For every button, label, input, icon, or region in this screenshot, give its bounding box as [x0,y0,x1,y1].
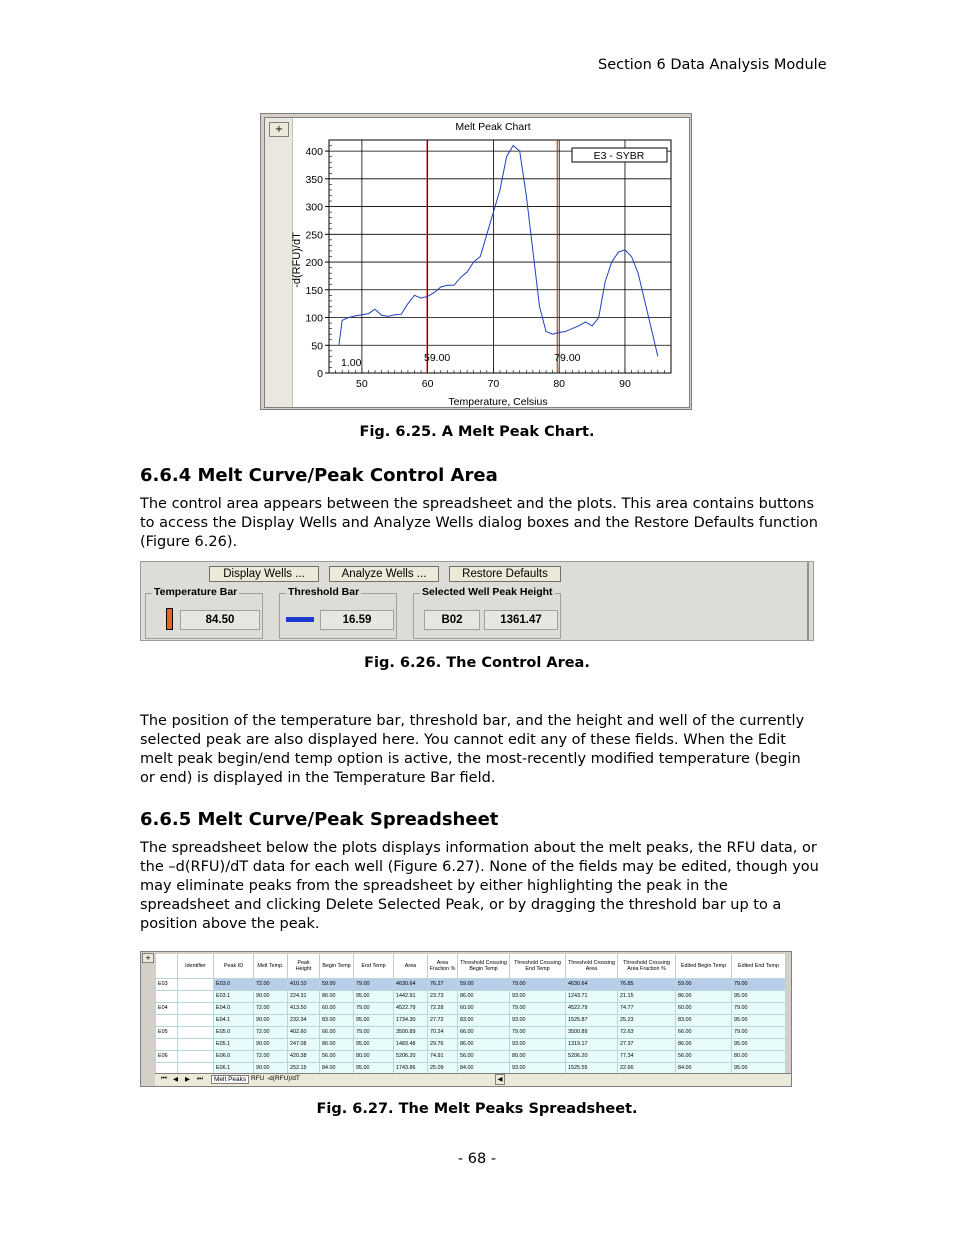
table-cell[interactable]: 95.00 [354,1062,394,1074]
table-cell[interactable]: 5206.20 [566,1050,618,1062]
table-cell[interactable]: 95.00 [732,990,786,1002]
table-cell[interactable]: 56.00 [676,1050,732,1062]
table-cell[interactable]: E05.1 [214,1038,254,1050]
table-cell[interactable]: E03.1 [214,990,254,1002]
table-cell[interactable]: 93.00 [510,1062,566,1074]
melt-peaks-spreadsheet [140,951,792,1087]
threshold-bar-title: Threshold Bar [288,586,360,598]
table-cell[interactable]: 413.50 [288,1002,320,1014]
table-cell[interactable]: 59.00 [676,978,732,990]
table-cell[interactable]: 70.24 [428,1026,458,1038]
table-cell[interactable]: 79.00 [510,1002,566,1014]
well-label[interactable] [156,990,178,1002]
selected-well-title: Selected Well Peak Height [422,586,553,598]
table-cell[interactable]: 86.00 [320,1038,354,1050]
table-cell[interactable]: 232.34 [288,1014,320,1026]
table-cell[interactable]: 402.60 [288,1026,320,1038]
table-cell[interactable]: 21.15 [618,990,676,1002]
table-cell[interactable]: 72.63 [618,1026,676,1038]
table-cell[interactable]: 22.66 [618,1062,676,1074]
table-cell[interactable]: 86.00 [458,990,510,1002]
well-label[interactable]: E03 [156,978,178,990]
table-cell[interactable]: 29.76 [428,1038,458,1050]
table-cell[interactable]: E04.1 [214,1014,254,1026]
column-header[interactable]: Melt Temp. [254,954,288,978]
table-cell[interactable]: 247.08 [288,1038,320,1050]
table-cell[interactable]: 72.00 [254,1002,288,1014]
y-tick-label: 200 [305,257,323,270]
tab-rfu[interactable]: RFU [251,1075,265,1082]
table-cell[interactable]: 1442.91 [394,990,428,1002]
table-cell[interactable]: 23.73 [428,990,458,1002]
column-header[interactable]: Identifier [178,954,214,978]
table-cell[interactable]: 1483.48 [394,1038,428,1050]
table-cell[interactable]: 252.15 [288,1062,320,1074]
table-cell[interactable] [178,990,214,1002]
threshold-bar-group [279,586,397,639]
table-cell[interactable]: 1243.71 [566,990,618,1002]
table-cell[interactable] [178,978,214,990]
table-cell[interactable]: 83.00 [320,1014,354,1026]
table-cell[interactable]: 72.00 [254,1026,288,1038]
table-cell[interactable]: 66.00 [676,1026,732,1038]
table-cell[interactable]: 79.00 [510,1026,566,1038]
legend-label: E3 - SYBR [593,150,645,162]
table-cell[interactable]: 72.00 [254,1050,288,1062]
y-tick-label: 400 [305,146,323,159]
spreadsheet-table [155,954,786,1075]
table-cell[interactable]: 76.85 [618,978,676,990]
table-row[interactable] [156,990,786,1002]
table-cell[interactable]: 95.00 [732,1062,786,1074]
table-cell[interactable]: 93.00 [510,990,566,1002]
column-header[interactable]: Edited End Temp [732,954,786,978]
table-cell[interactable]: 72.00 [254,978,288,990]
x-tick-label: 60 [421,378,434,390]
table-cell[interactable]: 4630.64 [394,978,428,990]
expand-button[interactable]: + [142,953,154,963]
y-tick-label: 250 [305,229,323,242]
table-row[interactable] [156,1002,786,1014]
table-cell[interactable]: 4522.79 [566,1002,618,1014]
table-row[interactable] [156,1050,786,1062]
x-tick-label: 80 [553,378,566,390]
well-label[interactable]: E06 [156,1050,178,1062]
selected-well-id: B02 [424,610,480,630]
table-cell[interactable]: 1319.17 [566,1038,618,1050]
temperature-bar-title: Temperature Bar [154,586,238,598]
melt-peak-chart [265,118,691,409]
heading-6-6-4: 6.6.4 Melt Curve/Peak Control Area [140,465,498,486]
table-cell[interactable]: 80.00 [732,1050,786,1062]
column-header[interactable]: Area Fraction % [428,954,458,978]
y-tick-label: 0 [317,368,323,380]
column-header[interactable]: Threshold Crossing End Temp [510,954,566,978]
plot-area [329,140,671,373]
header-row [156,954,786,978]
heading-6-6-5: 6.6.5 Melt Curve/Peak Spreadsheet [140,809,499,830]
column-header[interactable]: Peak ID [214,954,254,978]
table-cell[interactable]: E04.0 [214,1002,254,1014]
table-cell[interactable]: 4630.64 [566,978,618,990]
threshold-bar-value: 16.59 [320,610,394,630]
table-cell[interactable]: 59.00 [320,978,354,990]
table-cell[interactable]: 27.37 [618,1038,676,1050]
y-tick-label: 50 [311,340,323,353]
temperature-bar-value: 84.50 [180,610,260,630]
table-cell[interactable]: 95.00 [354,990,394,1002]
table-cell[interactable]: 95.00 [732,1014,786,1026]
table-cell[interactable]: 60.00 [676,1002,732,1014]
table-cell[interactable]: 60.00 [320,1002,354,1014]
table-cell[interactable]: 90.00 [254,990,288,1002]
table-cell[interactable]: 86.00 [676,1038,732,1050]
table-cell[interactable]: 66.00 [320,1026,354,1038]
temperature-bar-swatch [166,608,173,630]
table-cell[interactable]: E03.0 [214,978,254,990]
x-tick-label: 70 [487,378,500,390]
column-header[interactable]: Peak Height [288,954,320,978]
paragraph-bar-positions: The position of the temperature bar, threshold bar, and the height and well of the currently selected peak are also displayed here. You cannot edit any of these fields. When the Edit melt peak begin/end temp option is active, the most-recently modified temperature (begin or end) is displayed in the Temperature Bar field. [140,713,805,786]
table-cell[interactable]: 95.00 [354,1014,394,1026]
table-cell[interactable]: 79.00 [732,1002,786,1014]
chart-panel [264,117,690,408]
well-label[interactable] [156,1014,178,1026]
table-cell[interactable]: 1525.55 [566,1062,618,1074]
restore-defaults-button[interactable]: Restore Defaults [449,566,561,582]
table-cell[interactable] [178,1050,214,1062]
sheet-tab-bar [155,1073,791,1086]
table-cell[interactable] [178,1014,214,1026]
table-cell[interactable]: 93.00 [510,1038,566,1050]
table-cell[interactable]: 27.72 [428,1014,458,1026]
page-number: - 68 - [457,1151,497,1167]
figure-caption-6-26: Fig. 6.26. The Control Area. [364,655,590,671]
chart-title: Melt Peak Chart [455,121,531,133]
y-tick-label: 300 [305,201,323,214]
table-cell[interactable]: 83.00 [676,1014,732,1026]
table-cell[interactable]: 3500.89 [566,1026,618,1038]
column-header[interactable]: Threshold Crossing Area Fraction % [618,954,676,978]
table-cell[interactable]: E05.0 [214,1026,254,1038]
table-cell[interactable]: 90.00 [254,1038,288,1050]
threshold-label: 1.00 [341,357,362,369]
table-cell[interactable]: 56.00 [458,1050,510,1062]
expand-button[interactable]: + [269,122,289,137]
table-cell[interactable]: 79.00 [354,978,394,990]
table-cell[interactable]: 76.27 [428,978,458,990]
paragraph-control-area: The control area appears between the spreadsheet and the plots. This area contains buttons to access the Display Wells and Analyze Wells dialog boxes and the Restore Defaults function (Figure 6.26). [140,496,818,550]
tab-drfu-dt[interactable]: -d(RFU)/dT [267,1075,300,1082]
table-cell[interactable]: 95.00 [354,1038,394,1050]
table-cell[interactable]: 410.10 [288,978,320,990]
table-cell[interactable]: 79.00 [354,1026,394,1038]
y-axis-label: -d(RFU)/dT [291,232,303,288]
threshold-bar-swatch [286,617,314,622]
control-area-right-edge [807,562,809,640]
figure-caption-6-27: Fig. 6.27. The Melt Peaks Spreadsheet. [316,1101,638,1117]
column-header[interactable]: Area [394,954,428,978]
nav-next-button[interactable]: ▶ [185,1076,190,1083]
y-tick-label: 150 [305,284,323,297]
melt-peak-chart-window [260,113,692,410]
selected-well-group [413,586,561,639]
horizontal-scroll-left[interactable]: ◀ [495,1074,505,1085]
table-cell[interactable]: 72.28 [428,1002,458,1014]
well-label[interactable]: E04 [156,1002,178,1014]
analyze-wells-button[interactable]: Analyze Wells ... [329,566,439,582]
nav-first-button[interactable]: ⏮ [161,1075,167,1082]
x-tick-label: 90 [619,378,631,390]
y-tick-label: 350 [305,173,323,186]
x-axis-label: Temperature, Celsius [448,396,548,408]
table-cell[interactable]: 420.38 [288,1050,320,1062]
column-header[interactable]: Edited Begin Temp [676,954,732,978]
table-cell[interactable]: 4522.79 [394,1002,428,1014]
well-label[interactable]: E05 [156,1026,178,1038]
table-cell[interactable]: 79.00 [732,978,786,990]
table-cell[interactable]: 66.00 [458,1026,510,1038]
figure-caption-6-25: Fig. 6.25. A Melt Peak Chart. [359,424,595,440]
nav-last-button[interactable]: ⏭ [197,1075,203,1082]
temperature-bar-label: 79.00 [554,352,581,364]
table-cell[interactable]: 83.00 [458,1014,510,1026]
table-cell[interactable]: 79.00 [354,1002,394,1014]
table-cell[interactable]: 80.00 [510,1050,566,1062]
column-header[interactable]: Threshold Crossing Area [566,954,618,978]
table-cell[interactable]: 3500.89 [394,1026,428,1038]
table-cell[interactable]: 1734.30 [394,1014,428,1026]
table-cell[interactable] [178,1038,214,1050]
table-cell[interactable]: 74.77 [618,1002,676,1014]
section-header: Section 6 Data Analysis Module [598,57,827,73]
row-header-corner [156,954,178,978]
table-cell[interactable]: 90.00 [254,1062,288,1074]
table-cell[interactable] [178,1026,214,1038]
table-cell[interactable]: 79.00 [732,1026,786,1038]
table-cell[interactable]: 1525.87 [566,1014,618,1026]
table-cell[interactable]: E06.0 [214,1050,254,1062]
table-cell[interactable]: 84.00 [320,1062,354,1074]
table-cell[interactable]: 79.00 [510,978,566,990]
table-cell[interactable] [178,1002,214,1014]
table-row[interactable] [156,1014,786,1026]
table-cell[interactable]: 60.00 [458,1002,510,1014]
table-cell[interactable]: 84.00 [458,1062,510,1074]
table-row[interactable] [156,1038,786,1050]
table-cell[interactable]: 5206.20 [394,1050,428,1062]
nav-prev-button[interactable]: ◀ [173,1076,178,1083]
table-cell[interactable]: 25.23 [618,1014,676,1026]
table-cell[interactable]: 86.00 [320,990,354,1002]
table-cell[interactable]: 77.34 [618,1050,676,1062]
temperature-bar-group [145,586,263,639]
table-cell[interactable]: 80.00 [354,1050,394,1062]
table-cell[interactable]: 93.00 [510,1014,566,1026]
table-cell[interactable]: 95.00 [732,1038,786,1050]
column-header[interactable]: End Temp [354,954,394,978]
table-cell[interactable]: 90.00 [254,1014,288,1026]
table-cell[interactable]: 74.91 [428,1050,458,1062]
paragraph-spreadsheet: The spreadsheet below the plots displays information about the melt peaks, the RFU data, or the –d(RFU)/dT data for each well (Figure 6.27). None of the fields may be edited, though you may eliminate peaks from the spreadsheet by either highlighting the peak in the spreadsheet and clicking Delete Selected Peak, or by dragging the threshold bar up to a position above the peak. [140,840,819,932]
selected-well-peak-height: 1361.47 [484,610,558,630]
table-cell[interactable]: 84.00 [676,1062,732,1074]
table-cell[interactable]: E06.1 [214,1062,254,1074]
column-header[interactable]: Threshold Crossing Begin Temp [458,954,510,978]
control-area [140,561,814,641]
table-cell[interactable]: 56.00 [320,1050,354,1062]
y-tick-label: 100 [305,312,323,325]
display-wells-button[interactable]: Display Wells ... [209,566,319,582]
column-header[interactable]: Begin Temp [320,954,354,978]
table-cell[interactable]: 25.09 [428,1062,458,1074]
temperature-bar-label: 59.00 [423,352,451,364]
table-cell[interactable]: 86.00 [676,990,732,1002]
table-cell[interactable]: 59.00 [458,978,510,990]
table-cell[interactable]: 1743.86 [394,1062,428,1074]
x-tick-label: 50 [356,378,368,390]
tab-melt-peaks[interactable]: Melt Peaks [211,1075,249,1084]
table-cell[interactable]: 86.00 [458,1038,510,1050]
table-cell[interactable]: 224.31 [288,990,320,1002]
table-row[interactable] [156,1026,786,1038]
table-row[interactable] [156,978,786,990]
well-label[interactable] [156,1038,178,1050]
